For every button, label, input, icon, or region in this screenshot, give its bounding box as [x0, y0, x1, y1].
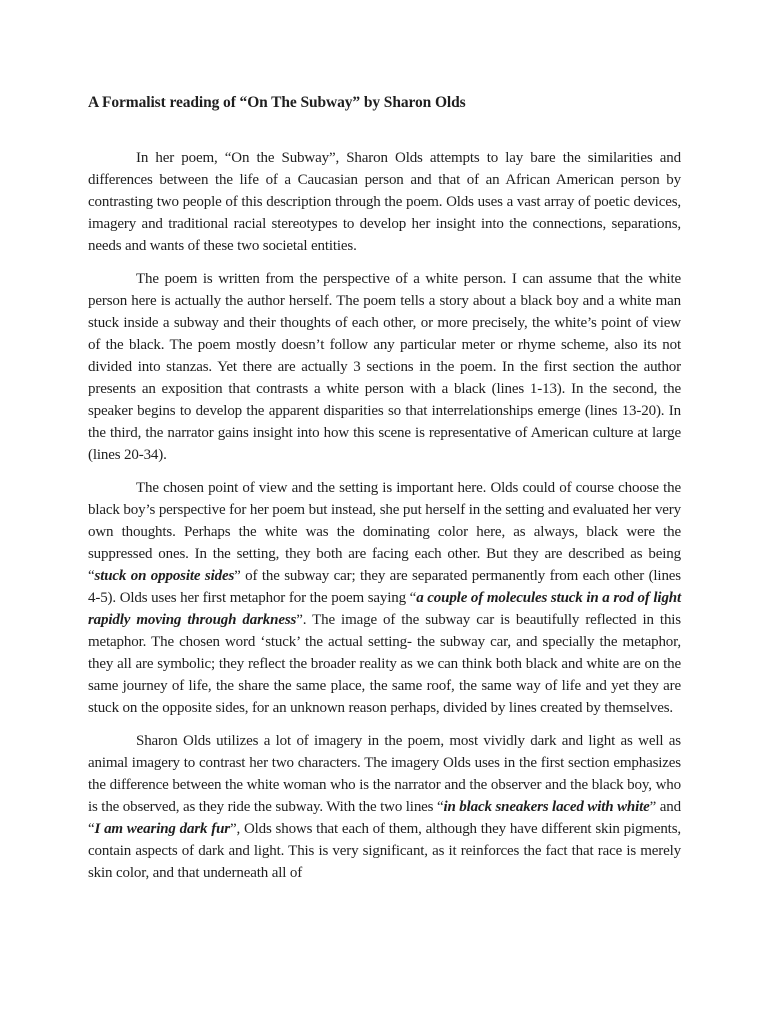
- paragraph-3-text-c: ”. The image of the subway car is beautifully reflected in this metaphor. The chosen word ‘stuck’ the actual setting- the subway car, and specially the metaphor, they all are symbolic; they reflect the broader reality as we can think both black and white are on the same journey of life, the share the same place, the same roof, the same way of life and yet they are stuck on the opposite sides, for an unknown reason perhaps, divided by lines created by themselves.: [88, 612, 681, 716]
- paragraph-3-text-b: ” of the subway car; they are separated permanently from each other (lines 4-5). Olds uses her first metaphor for the poem saying “: [88, 568, 681, 606]
- quote-dark-fur: I am wearing dark fur: [94, 821, 230, 837]
- paragraph-2: The poem is written from the perspective of a white person. I can assume that the white person here is actually the author herself. The poem tells a story about a black boy and a white man stuck inside a subway and their thoughts of each other, or more precisely, the white’s point of view of the black. The poem mostly doesn’t follow any particular meter or rhyme scheme, also its not divided into stanzas. Yet there are actually 3 sections in the poem. In the first section the author presents an exposition that contrasts a white person with a black (lines 1-13). In the second, the speaker begins to develop the apparent disparities so that interrelationships emerge (lines 13-20). In the third, the narrator gains insight into how this scene is representative of American culture at large (lines 20-34).: [88, 271, 681, 463]
- quote-black-sneakers: in black sneakers laced with white: [443, 799, 650, 815]
- document-page: [88, 92, 681, 895]
- quote-stuck-on-opposite-sides: stuck on opposite sides: [94, 568, 235, 584]
- paragraph-3: [88, 477, 681, 719]
- paragraph-3-text-a: The chosen point of view and the setting is important here. Olds could of course choose the black boy’s perspective for her poem but instead, she put herself in the setting and evaluated her very own thoughts. Perhaps the white was the dominating color here, as always, black were the suppressed ones. In the setting, they both are facing each other. But they are described as being “: [88, 480, 681, 584]
- paragraph-4-text-c: ”, Olds shows that each of them, although they have different skin pigments, contain aspects of dark and light. This is very significant, as it reinforces the fact that race is merely skin color, and that underneath all of: [88, 821, 681, 881]
- paragraph-1: In her poem, “On the Subway”, Sharon Olds attempts to lay bare the similarities and differences between the life of a Caucasian person and that of an African American person by contrasting two people of this description through the poem. Olds uses a vast array of poetic devices, imagery and traditional racial stereotypes to develop her insight into the connections, separations, needs and wants of these two societal entities.: [88, 150, 681, 254]
- paragraph-4: [88, 730, 681, 884]
- document-title: A Formalist reading of “On The Subway” by Sharon Olds: [88, 94, 466, 111]
- paragraph-4-text-b: ” and “: [88, 799, 681, 837]
- paragraph-4-text-a: Sharon Olds utilizes a lot of imagery in the poem, most vividly dark and light as well as animal imagery to contrast her two characters. The imagery Olds uses in the first section emphasizes the difference between the white woman who is the narrator and the observer and the black boy, who is the observed, as they ride the subway. With the two lines “: [88, 733, 681, 815]
- quote-molecules-metaphor: a couple of molecules stuck in a rod of light rapidly moving through darkness: [88, 590, 682, 628]
